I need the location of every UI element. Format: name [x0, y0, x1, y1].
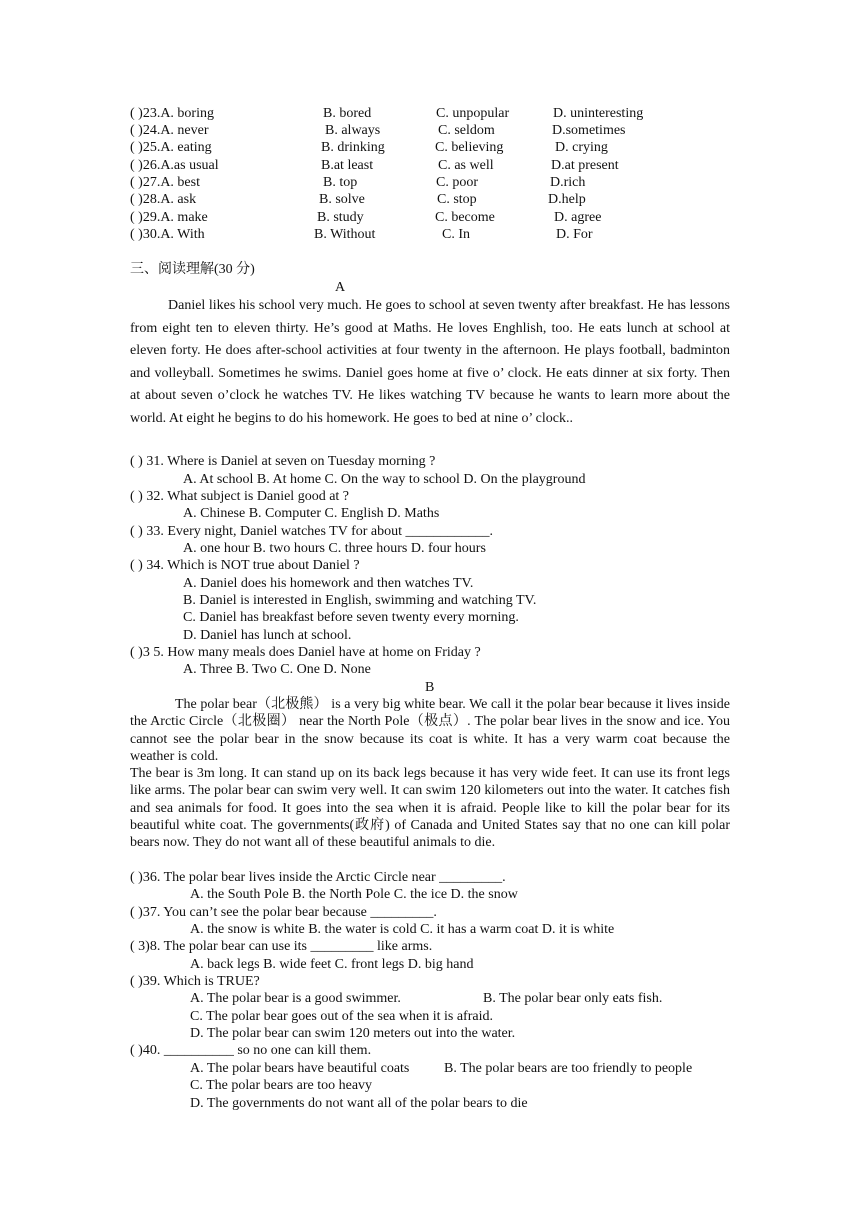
cloze-row-d: D.rich: [550, 175, 586, 190]
question-39-option-b: B. The polar bear only eats fish.: [483, 991, 663, 1006]
question-35: ( )3 5. How many meals does Daniel have at home on Friday ?: [130, 645, 481, 660]
question-36: ( )36. The polar bear lives inside the Arctic Circle near _________.: [130, 870, 506, 885]
cloze-row-c: C. In: [442, 227, 470, 242]
question-40: ( )40. __________ so no one can kill them.: [130, 1043, 372, 1058]
question-34-option-a: A. Daniel does his homework and then watches TV.: [183, 576, 474, 591]
cloze-row-c: C. seldom: [438, 123, 495, 138]
question-40-option-c: C. The polar bears are too heavy: [190, 1078, 373, 1093]
passage-b-paragraph-1: The polar bear（北极熊） is a very big white bear. We call it the polar bear because it lives inside the Arctic Circle（北极圈） near the North Pole（极点）. The polar bear lives in the snow and ice. You cannot see the polar bear in the snow because its coat is white. It has a very warm coat because the weather is cold.: [130, 697, 730, 764]
cloze-row-a: ( )25.A. eating: [130, 140, 212, 155]
question-31-options: A. At school B. At home C. On the way to school D. On the playground: [183, 472, 586, 487]
question-32: ( ) 32. What subject is Daniel good at ?: [130, 489, 350, 504]
passage-b-label: B: [425, 680, 435, 695]
question-37: ( )37. You can’t see the polar bear because _________.: [130, 905, 437, 920]
question-34-option-d: D. Daniel has lunch at school.: [183, 628, 352, 643]
question-38-options: A. back legs B. wide feet C. front legs D. big hand: [190, 957, 474, 972]
cloze-row-a: ( )30.A. With: [130, 227, 205, 242]
cloze-row-c: C. as well: [438, 158, 494, 173]
cloze-row-a: ( )26.A.as usual: [130, 158, 219, 173]
question-33-options: A. one hour B. two hours C. three hours D. four hours: [183, 541, 486, 556]
cloze-row-b: B. solve: [319, 192, 365, 207]
cloze-row-d: D.sometimes: [552, 123, 626, 138]
cloze-row-c: C. believing: [435, 140, 504, 155]
cloze-row-c: C. unpopular: [436, 106, 510, 121]
cloze-row-a: ( )24.A. never: [130, 123, 209, 138]
cloze-row-c: C. become: [435, 210, 495, 225]
passage-a-label: A: [335, 280, 346, 295]
question-40-option-b: B. The polar bears are too friendly to people: [444, 1061, 693, 1076]
cloze-row-b: B. bored: [323, 106, 372, 121]
question-34: ( ) 34. Which is NOT true about Daniel ?: [130, 558, 360, 573]
question-35-options: A. Three B. Two C. One D. None: [183, 662, 371, 677]
question-37-options: A. the snow is white B. the water is cold C. it has a warm coat D. it is white: [190, 922, 615, 937]
question-31: ( ) 31. Where is Daniel at seven on Tuesday morning ?: [130, 454, 436, 469]
cloze-row-d: D. For: [556, 227, 593, 242]
question-40-option-a: A. The polar bears have beautiful coats: [190, 1061, 410, 1076]
cloze-row-c: C. poor: [436, 175, 478, 190]
cloze-row-d: D. crying: [555, 140, 608, 155]
cloze-row-d: D. uninteresting: [553, 106, 644, 121]
cloze-row-b: B. drinking: [321, 140, 385, 155]
passage-a-text: Daniel likes his school very much. He goes to school at seven twenty after breakfast. He has lessons from eight ten to eleven thirty. He’s good at Maths. He loves Enghlish, too. He eats lunch at school at eleven forty. He does after-school activities at four twenty in the afternoon. He plays football, badminton and volleyball. Sometimes he swims. Daniel goes home at five o’ clock. He eats dinner at six forty. Then at about seven o’clock he watches TV. He likes watching TV because he wants to learn more about the world. At eight he begins to do his homework. He goes to bed at nine o’ clock..: [130, 298, 730, 426]
cloze-row-a: ( )28.A. ask: [130, 192, 197, 207]
cloze-row-d: D.help: [548, 192, 586, 207]
question-39-option-a: A. The polar bear is a good swimmer.: [190, 991, 401, 1006]
question-32-options: A. Chinese B. Computer C. English D. Maths: [183, 506, 440, 521]
question-39: ( )39. Which is TRUE?: [130, 974, 260, 989]
question-39-option-d: D. The polar bear can swim 120 meters out into the water.: [190, 1026, 516, 1041]
cloze-row-d: D. agree: [554, 210, 602, 225]
cloze-row-a: ( )23.A. boring: [130, 106, 214, 121]
cloze-row-b: B.at least: [321, 158, 374, 173]
cloze-row-a: ( )27.A. best: [130, 175, 200, 190]
cloze-row-d: D.at present: [551, 158, 619, 173]
cloze-row-b: B. always: [325, 123, 381, 138]
question-33: ( ) 33. Every night, Daniel watches TV for about ____________.: [130, 524, 494, 539]
question-34-option-c: C. Daniel has breakfast before seven twenty every morning.: [183, 610, 519, 625]
passage-b-paragraph-2: The bear is 3m long. It can stand up on its back legs because it has very wide feet. It can use its front legs like arms. The polar bear can swim very well. It can swim 120 kilometers out into the water. It catches fish and sea animals for food. It goes into the sea when it is afraid. People like to kill the polar bear for its beautiful white coat. The governments(政府) of Canada and United States say that no one can kill polar bears now. They do not want all of these beautiful animals to die.: [130, 766, 730, 851]
question-36-options: A. the South Pole B. the North Pole C. the ice D. the snow: [190, 887, 518, 902]
question-40-option-d: D. The governments do not want all of the polar bears to die: [190, 1096, 528, 1111]
question-38: ( 3)8. The polar bear can use its _________ like arms.: [130, 939, 433, 954]
cloze-row-a: ( )29.A. make: [130, 210, 208, 225]
cloze-row-b: B. top: [323, 175, 358, 190]
question-34-option-b: B. Daniel is interested in English, swimming and watching TV.: [183, 593, 537, 608]
cloze-row-b: B. study: [317, 210, 364, 225]
cloze-row-c: C. stop: [437, 192, 477, 207]
cloze-row-b: B. Without: [314, 227, 376, 242]
section-title: 三、阅读理解(30 分): [130, 262, 255, 277]
question-39-option-c: C. The polar bear goes out of the sea when it is afraid.: [190, 1009, 493, 1024]
